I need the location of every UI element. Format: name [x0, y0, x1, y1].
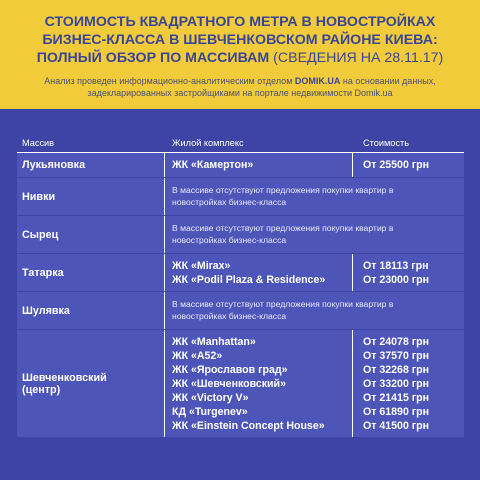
complex-name: ЖК «Ярославов град»: [172, 363, 288, 376]
table-header: [17, 133, 464, 153]
complex-name: ЖК «A52»: [172, 349, 223, 362]
price-value: От 24078 грн: [363, 335, 430, 348]
subtitle-line-2: задекларированных застройщиками на портале недвижимости Domik.ua: [87, 88, 393, 98]
table-row: [17, 178, 464, 216]
page-title: [0, 13, 480, 67]
complex-name: КД «Turgenev»: [172, 405, 248, 418]
table-panel: [0, 109, 480, 480]
no-offers-line-2: новостройках бизнес-класса: [172, 310, 287, 321]
price-value: От 61890 грн: [363, 405, 430, 418]
title-date: (СВЕДЕНИЯ НА 28.11.17): [273, 50, 444, 66]
no-offers-line-1: В массиве отсутствуют предложения покупки квартир в: [172, 185, 394, 195]
table-row: [17, 254, 464, 292]
massiv-cell: Сырец: [17, 216, 165, 253]
title-line-3-bold: ПОЛНЫЙ ОБЗОР ПО МАССИВАМ: [36, 50, 270, 66]
no-offers-line-1: В массиве отсутствуют предложения покупки квартир в: [172, 299, 394, 309]
price-value: От 25500 грн: [363, 159, 430, 171]
massiv-cell: Нивки: [17, 178, 165, 215]
subtitle-pre: Анализ проведен информационно-аналитическим отделом: [44, 76, 295, 86]
price-table: [17, 133, 464, 438]
no-offers-line-2: новостройках бизнес-класса: [172, 234, 287, 245]
subtitle-brand: DOMIK.UA: [294, 76, 341, 86]
massiv-name-line-1: Шевченковский: [22, 371, 107, 384]
subtitle-post: на основании данных,: [340, 76, 436, 86]
massiv-cell: [17, 330, 165, 437]
no-offers-line-1: В массиве отсутствуют предложения покупки квартир в: [172, 223, 394, 233]
price-value: От 23000 грн: [363, 273, 430, 286]
title-line-1: СТОИМОСТЬ КВАДРАТНОГО МЕТРА В НОВОСТРОЙКАХ: [44, 14, 436, 30]
complex-cell: [165, 153, 353, 177]
no-offers-cell: [165, 178, 464, 215]
price-value: От 37570 грн: [363, 349, 430, 362]
complex-cell: [165, 330, 353, 437]
price-cell: [353, 254, 464, 291]
complex-name: ЖК «Einstein Concept House»: [172, 419, 325, 432]
no-offers-cell: [165, 292, 464, 329]
price-value: От 18113 грн: [363, 259, 429, 272]
title-line-2: БИЗНЕС-КЛАССА В ШЕВЧЕНКОВСКОМ РАЙОНЕ КИЕВА:: [42, 32, 438, 48]
price-value: От 33200 грн: [363, 377, 430, 390]
column-header-complex: Жилой комплекс: [172, 137, 244, 148]
price-value: От 21415 грн: [363, 391, 430, 404]
no-offers-cell: [165, 216, 464, 253]
complex-name: ЖК «Mirax»: [172, 259, 231, 272]
complex-name: ЖК «Шевченковский»: [172, 377, 286, 390]
massiv-cell: Татарка: [17, 254, 165, 291]
table-row: [17, 292, 464, 330]
subtitle-line-1: [0, 75, 480, 87]
complex-name: ЖК «Podil Plaza & Residence»: [172, 273, 326, 286]
complex-name: ЖК «Manhattan»: [172, 335, 256, 348]
column-header-massiv: Массив: [22, 137, 55, 148]
price-cell: [353, 153, 464, 177]
massiv-cell: Шулявка: [17, 292, 165, 329]
massiv-cell: Лукьяновка: [17, 153, 165, 177]
price-value: От 32268 грн: [363, 363, 430, 376]
complex-cell: [165, 254, 353, 291]
price-cell: [353, 330, 464, 437]
price-value: От 41500 грн: [363, 419, 430, 432]
table-row: [17, 330, 464, 438]
column-header-price: Стоимость: [363, 137, 409, 148]
no-offers-line-2: новостройках бизнес-класса: [172, 196, 287, 207]
complex-name: ЖК «Камертон»: [172, 159, 254, 171]
table-row: [17, 153, 464, 178]
massiv-name-line-2: (центр): [22, 383, 61, 396]
header: [0, 0, 480, 109]
title-line-3: [0, 49, 480, 67]
complex-name: ЖК «Victory V»: [172, 391, 249, 404]
subtitle: [0, 75, 480, 99]
table-row: [17, 216, 464, 254]
